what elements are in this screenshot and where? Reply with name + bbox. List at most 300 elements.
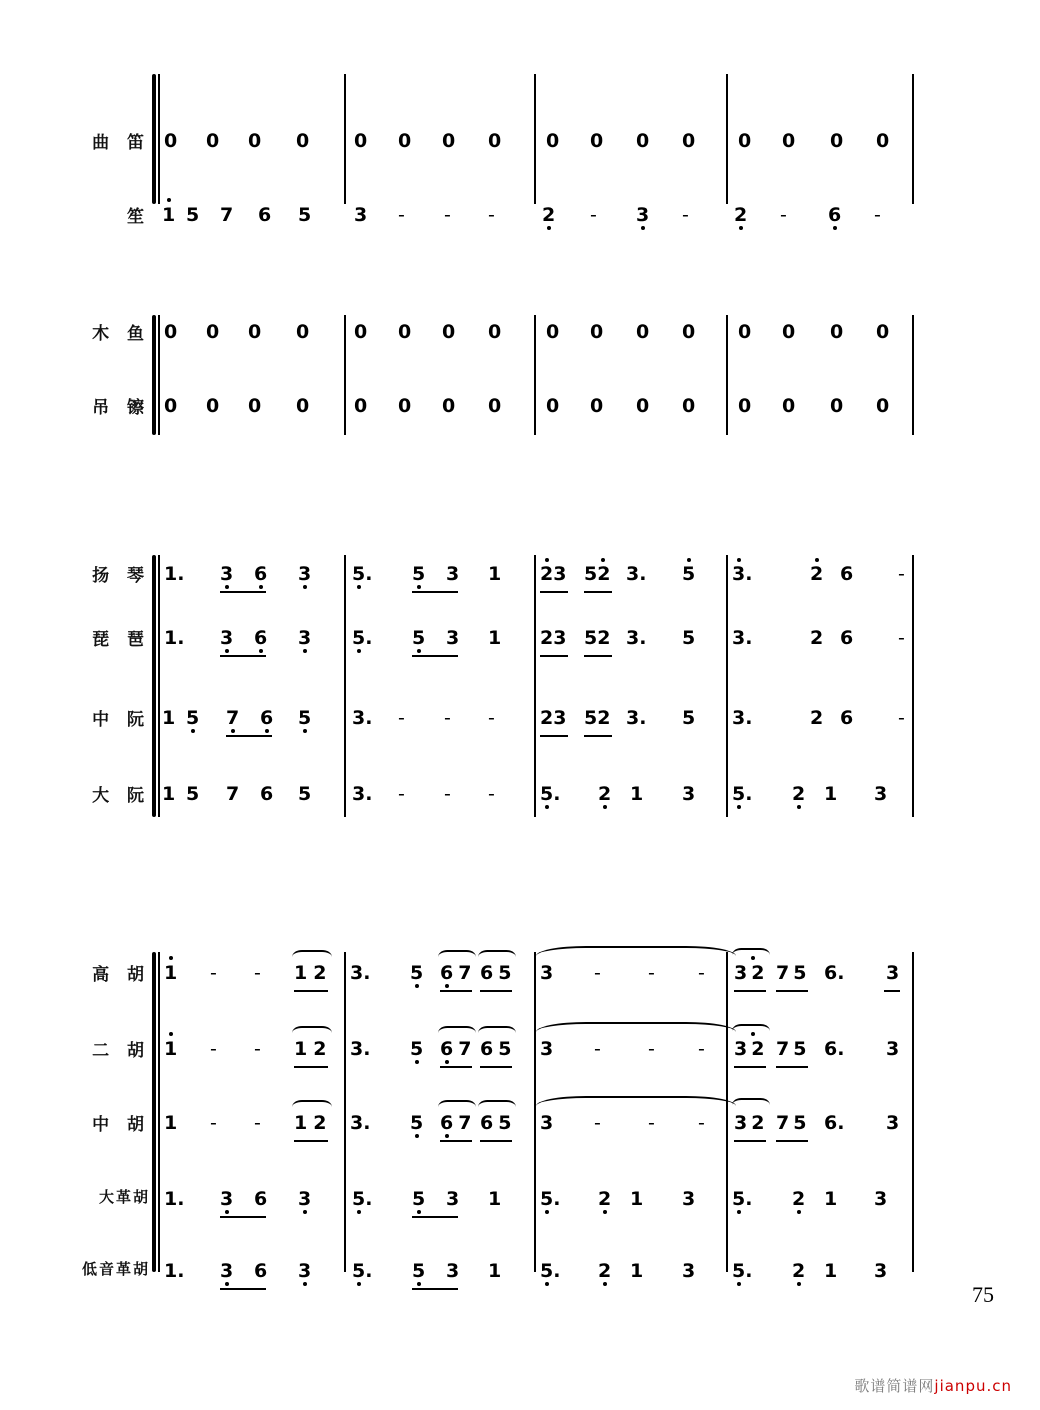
note: 6 [254,563,268,585]
note: 3. [732,707,753,729]
note: 5. [540,1260,561,1282]
system-3 [0,545,1040,815]
barline [344,555,346,817]
note: 5 [410,1112,424,1134]
note: 2 [792,1260,806,1282]
beam [440,1066,472,1068]
octave-dot-down [545,805,549,809]
note: 5. [732,1188,753,1210]
note: 0 [206,321,220,343]
slur-long [536,1022,736,1042]
note: - [444,707,451,729]
note: 0 [738,321,752,343]
octave-dot-down [357,1282,361,1286]
staff-label-yangqin: 扬 琴 [92,566,150,586]
note: - [398,707,405,729]
note: 5. [352,1188,373,1210]
note: 0 [636,395,650,417]
note: 32 [734,962,769,984]
note: 5 [410,1038,424,1060]
note: 3 [886,1112,900,1134]
note: - [590,204,597,226]
staff-label-muyu: 木 鱼 [92,324,150,344]
note: 6 [840,707,854,729]
note: 0 [830,130,844,152]
note: 7 [226,707,240,729]
note: - [210,1112,217,1134]
note: 0 [782,321,796,343]
note: 0 [164,395,178,417]
octave-dot-up [545,558,549,562]
note: - [594,1038,601,1060]
barline [158,555,160,817]
note: 0 [442,130,456,152]
octave-dot-down [603,1210,607,1214]
note: 52 [584,563,611,585]
note: 3 [446,563,460,585]
octave-dot-down [191,729,195,733]
note: - [682,204,689,226]
note: 3 [446,627,460,649]
note: 0 [296,395,310,417]
note: 2 [542,204,556,226]
note: 5 [682,707,696,729]
note: 3. [626,627,647,649]
octave-dot-down [739,226,743,230]
note: 75 [776,962,811,984]
note: 3 [354,204,368,226]
octave-dot-down [737,1282,741,1286]
note: - [488,783,495,805]
octave-dot-down [225,1282,229,1286]
note: 52 [584,707,611,729]
system-brace [152,315,156,435]
slur [732,1024,770,1038]
note: 0 [636,321,650,343]
note: 1. [164,1260,185,1282]
octave-dot-down [833,226,837,230]
staff-daruan [158,779,1000,809]
octave-dot-down [737,805,741,809]
note: 1 [488,1188,502,1210]
note: 2 [810,563,824,585]
note: 6. [824,1038,845,1060]
note: 1. [164,563,185,585]
system-2 [0,305,1040,435]
note: 3. [626,707,647,729]
note: 23 [540,627,567,649]
slur-long [536,1096,736,1116]
octave-dot-down [603,805,607,809]
slur [438,950,476,964]
note: 3 [540,1038,554,1060]
staff-label-sheng: 笙 [127,207,150,227]
note: 2 [598,783,612,805]
note: - [444,204,451,226]
octave-dot-down [445,1134,449,1138]
watermark-site: 歌谱简谱网 [854,1377,935,1395]
octave-dot-down [417,649,421,653]
note: 0 [398,321,412,343]
note: 5. [540,783,561,805]
note: 3 [298,627,312,649]
staff-muyu [158,317,1000,347]
note: 0 [442,321,456,343]
staff-label-qudi: 曲 笛 [92,133,150,153]
note: 5. [732,783,753,805]
note: 5 [412,563,426,585]
note: 0 [354,130,368,152]
beam [540,735,568,737]
slur [292,950,332,964]
octave-dot-up [169,1032,173,1036]
note: - [594,1112,601,1134]
note: 5 [186,204,200,226]
note: 5 [298,204,312,226]
note: 0 [398,395,412,417]
note: 0 [546,321,560,343]
note: 6 [254,1260,268,1282]
note: - [444,783,451,805]
staff-zhongruan [158,703,1000,733]
staff-qudi [158,126,1000,156]
octave-dot-down [641,226,645,230]
beam [734,990,766,992]
note: 2 [792,783,806,805]
beam [540,591,568,593]
beam [412,655,458,657]
note: - [898,707,905,729]
note: 2 [598,1188,612,1210]
note: 5 [412,1260,426,1282]
note: - [780,204,787,226]
octave-dot-down [415,1060,419,1064]
octave-dot-up [167,198,171,202]
beam [412,591,458,593]
note: 3. [732,563,753,585]
beam [440,990,472,992]
barline [726,555,728,817]
note: 1. [164,1188,185,1210]
staff-dagehu [158,1184,1000,1214]
note: 0 [682,321,696,343]
note: 5. [732,1260,753,1282]
note: 3 [874,1188,888,1210]
note: 1 [824,1188,838,1210]
note: 5. [352,1260,373,1282]
note: - [898,563,905,585]
note: - [698,1112,705,1134]
note: 0 [248,395,262,417]
beam [412,1288,458,1290]
octave-dot-down [357,585,361,589]
staff-gaohu [158,958,1000,988]
note: 23 [540,563,567,585]
note: - [254,1038,261,1060]
note: 3 [446,1188,460,1210]
beam [220,1216,266,1218]
note: 0 [164,130,178,152]
note: - [398,204,405,226]
note: 0 [682,395,696,417]
note: 5 [682,627,696,649]
note: - [254,1112,261,1134]
note: 3 [886,962,900,984]
note: 12 [294,1038,333,1060]
staff-zhonghu [158,1108,1000,1138]
note: 75 [776,1112,811,1134]
system-4 [0,940,1040,1280]
note: 3 [682,783,696,805]
beam [294,1140,328,1142]
note: 32 [734,1038,769,1060]
note: 0 [248,130,262,152]
staff-label-daruan: 大 阮 [92,786,150,806]
note: 0 [206,130,220,152]
note: 32 [734,1112,769,1134]
note: 12 [294,1112,333,1134]
note: 1 [164,1112,178,1134]
note: 3. [626,563,647,585]
note: 1 [630,783,644,805]
octave-dot-down [225,585,229,589]
note: 1 [630,1260,644,1282]
beam [294,1066,328,1068]
note: 65 [480,1038,517,1060]
staff-label-zhongruan: 中 阮 [92,710,150,730]
staff-erhu [158,1034,1000,1064]
octave-dot-down [415,984,419,988]
beam [776,1140,808,1142]
octave-dot-down [225,649,229,653]
octave-dot-down [417,1282,421,1286]
note: 5 [298,707,312,729]
note: - [210,1038,217,1060]
note: 5. [540,1188,561,1210]
octave-dot-down [797,1210,801,1214]
note: 2 [598,1260,612,1282]
beam [734,1066,766,1068]
note: 67 [440,962,477,984]
slur [438,1026,476,1040]
note: - [648,1112,655,1134]
note: 6 [260,707,274,729]
note: - [874,204,881,226]
note: - [648,1038,655,1060]
note: 1 [164,1038,178,1060]
note: 0 [876,130,890,152]
octave-dot-up [687,558,691,562]
watermark-url: jianpu.cn [934,1377,1012,1395]
beam [776,990,808,992]
note: 23 [540,707,567,729]
beam [480,1066,512,1068]
octave-dot-down [417,585,421,589]
octave-dot-down [797,805,801,809]
slur [732,1098,770,1112]
note: 6 [828,204,842,226]
note: 67 [440,1112,477,1134]
note: 1 [824,1260,838,1282]
note: 0 [590,395,604,417]
octave-dot-down [545,1282,549,1286]
note: 3 [446,1260,460,1282]
note: 5 [412,627,426,649]
note: 5 [412,1188,426,1210]
beam [220,1288,266,1290]
beam [776,1066,808,1068]
staff-pipa [158,623,1000,653]
octave-dot-down [797,1282,801,1286]
note: 2 [734,204,748,226]
system-1 [0,60,1040,227]
note: 0 [296,130,310,152]
note: 1 [162,204,176,226]
note: 0 [488,395,502,417]
page-number: 75 [972,1282,994,1307]
staff-label-dagehu: 大革胡 [98,1188,150,1206]
beam [220,655,266,657]
note: 3 [298,563,312,585]
note: 6 [260,783,274,805]
staff-sheng [158,200,1000,230]
note: 6 [840,627,854,649]
note: 12 [294,962,333,984]
octave-dot-down [259,649,263,653]
note: 75 [776,1038,811,1060]
note: 0 [782,130,796,152]
note: - [398,783,405,805]
note: - [488,707,495,729]
note: 0 [248,321,262,343]
note: 3 [220,627,234,649]
note: 6 [840,563,854,585]
beam [412,1216,458,1218]
note: 5 [298,783,312,805]
beam [884,990,900,992]
note: - [698,1038,705,1060]
note: 0 [546,395,560,417]
system-brace [152,952,156,1272]
system-brace [152,74,156,204]
slur [438,1100,476,1114]
beam [480,1140,512,1142]
octave-dot-down [265,729,269,733]
beam [220,591,266,593]
note: 1 [164,962,178,984]
slur [292,1100,332,1114]
staff-label-pipa: 琵 琶 [92,630,150,650]
note: 0 [738,130,752,152]
note: 5 [186,707,200,729]
note: 0 [354,321,368,343]
system-brace [152,555,156,817]
note: 6. [824,1112,845,1134]
note: 5. [352,627,373,649]
note: 1 [488,563,502,585]
note: 6 [254,1188,268,1210]
octave-dot-up [815,558,819,562]
note: 0 [782,395,796,417]
note: 3 [220,1188,234,1210]
octave-dot-down [445,984,449,988]
note: 3 [540,962,554,984]
barline [912,555,914,817]
octave-dot-down [417,1210,421,1214]
note: 0 [488,130,502,152]
note: - [898,627,905,649]
slur [478,1026,516,1040]
staff-label-diaoca: 吊 镲 [92,398,150,418]
note: 6. [824,962,845,984]
note: 0 [738,395,752,417]
note: 3 [298,1188,312,1210]
note: 5 [186,783,200,805]
note: 3 [874,783,888,805]
note: 2 [810,627,824,649]
note: 3 [682,1260,696,1282]
beam [226,735,272,737]
note: 0 [546,130,560,152]
octave-dot-up [737,558,741,562]
note: 52 [584,627,611,649]
octave-dot-up [601,558,605,562]
staff-yangqin [158,559,1000,589]
note: 5 [410,962,424,984]
note: 1 [162,707,176,729]
note: 3. [350,962,371,984]
note: 0 [590,321,604,343]
beam [584,655,612,657]
note: - [648,962,655,984]
octave-dot-down [603,1282,607,1286]
octave-dot-down [303,585,307,589]
note: 0 [590,130,604,152]
octave-dot-down [225,1210,229,1214]
note: 3. [352,707,373,729]
note: 0 [830,395,844,417]
note: 1 [630,1188,644,1210]
staff-label-erhu: 二 胡 [92,1041,150,1061]
beam [540,655,568,657]
beam [294,990,328,992]
note: 0 [442,395,456,417]
note: 5. [352,563,373,585]
note: 3. [350,1112,371,1134]
note: 3 [636,204,650,226]
note: 0 [876,321,890,343]
note: 2 [810,707,824,729]
note: - [698,962,705,984]
octave-dot-down [303,649,307,653]
octave-dot-down [737,1210,741,1214]
note: - [594,962,601,984]
note: 3 [682,1188,696,1210]
beam [584,735,612,737]
note: 0 [488,321,502,343]
octave-dot-down [547,226,551,230]
note: 1 [824,783,838,805]
note: 3 [874,1260,888,1282]
octave-dot-down [445,1060,449,1064]
note: 0 [830,321,844,343]
note: - [210,962,217,984]
beam [584,591,612,593]
slur [478,950,516,964]
note: 5 [682,563,696,585]
staff-label-zhonghu: 中 胡 [92,1115,150,1135]
octave-dot-down [231,729,235,733]
